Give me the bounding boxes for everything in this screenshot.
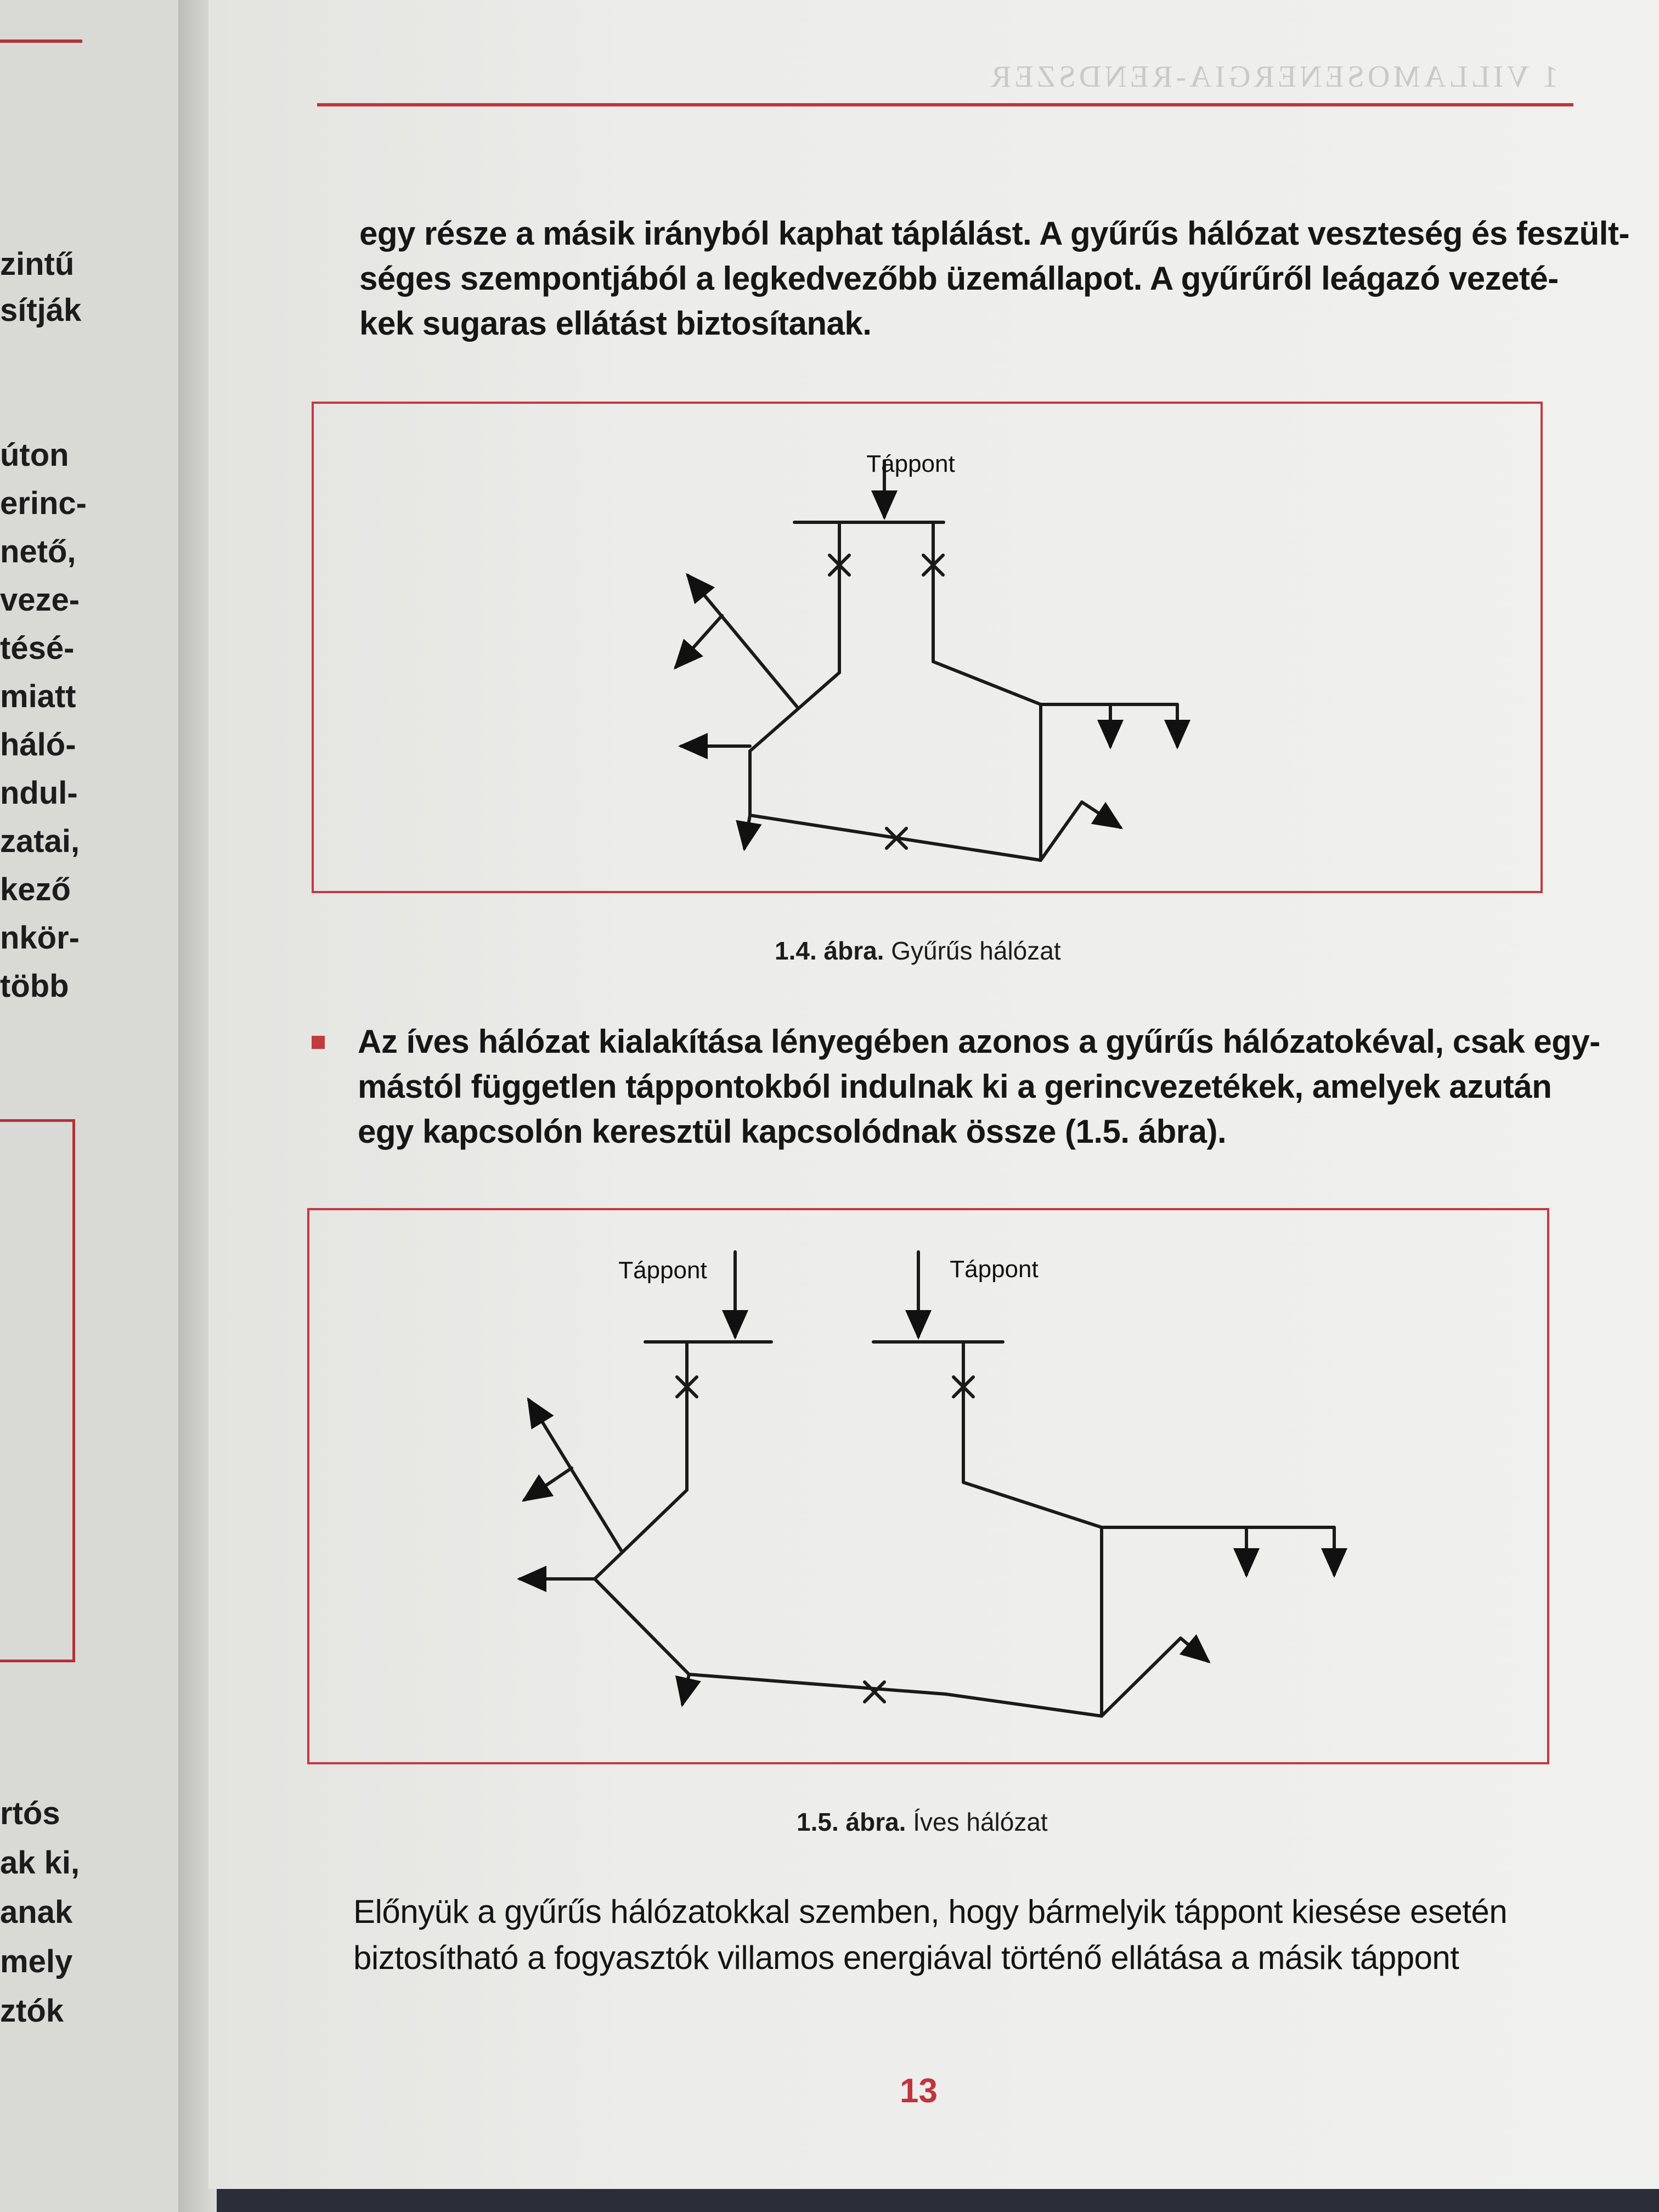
left-text-fragment: nkör- bbox=[0, 920, 80, 956]
arc-network-diagram bbox=[309, 1210, 1547, 1762]
left-text-fragment: háló- bbox=[0, 727, 76, 763]
left-text-fragment: ztók bbox=[0, 1993, 64, 2029]
figure-reference: 1.5. ábra bbox=[1075, 1113, 1207, 1150]
paragraph-top-line: séges szempontjából a legkedvezőbb üzemállapot. A gyűrűről leágazó vezeté- bbox=[359, 260, 1559, 297]
paragraph-bottom-line: biztosítható a fogyasztók villamos energiával történő ellátása a másik táppont bbox=[353, 1939, 1459, 1976]
left-text-fragment: ak ki, bbox=[0, 1845, 80, 1881]
figure-1-title: Gyűrűs hálózat bbox=[891, 936, 1061, 965]
paragraph-top-line: egy része a másik irányból kaphat táplálást. A gyűrűs hálózat veszteség és feszült- bbox=[359, 215, 1629, 252]
feed-point-label: Táppont bbox=[866, 450, 955, 477]
paragraph-bottom-line: Előnyük a gyűrűs hálózatokkal szemben, hogy bármelyik táppont kiesése esetén bbox=[353, 1893, 1508, 1930]
left-text-fragment: sítják bbox=[0, 292, 82, 328]
left-text-fragment: mely bbox=[0, 1944, 73, 1979]
left-text-fragment: ndul- bbox=[0, 775, 78, 811]
figure-ring-network bbox=[312, 402, 1543, 893]
left-text-fragment: nető, bbox=[0, 534, 76, 569]
figure-1-number: 1.4. ábra. bbox=[775, 936, 884, 965]
left-page-fragment bbox=[0, 0, 181, 2212]
left-text-fragment: tésé- bbox=[0, 630, 75, 666]
show-through-header: 1 VILLAMOSENERGIA-RENDSZER bbox=[988, 60, 1559, 94]
bullet-line-with-ref bbox=[358, 1109, 1226, 1154]
figure-1-caption bbox=[775, 936, 1061, 966]
left-text-fragment: miatt bbox=[0, 679, 76, 714]
left-text-fragment: zintű bbox=[0, 246, 75, 282]
bullet-line-text: egy kapcsolón keresztül kapcsolódnak össze ( bbox=[358, 1113, 1076, 1150]
left-text-fragment: veze- bbox=[0, 582, 80, 618]
bullet-line-suffix: ). bbox=[1206, 1113, 1227, 1150]
paragraph-top-line: kek sugaras ellátást biztosítanak. bbox=[359, 305, 872, 342]
bullet-line: mástól független táppontokból indulnak ki a gerincvezetékek, amelyek azután bbox=[358, 1068, 1552, 1105]
bullet-line: Az íves hálózat kialakítása lényegében azonos a gyűrűs hálózatokéval, csak egy- bbox=[358, 1023, 1600, 1060]
bullet-marker bbox=[312, 1036, 325, 1049]
left-page-figure-frame bbox=[0, 1119, 75, 1662]
left-text-fragment: erinc- bbox=[0, 486, 87, 521]
page-number: 13 bbox=[900, 2072, 938, 2110]
figure-2-caption bbox=[797, 1807, 1048, 1837]
left-text-fragment: rtós bbox=[0, 1796, 60, 1831]
figure-arc-network bbox=[307, 1208, 1549, 1764]
feed-point-left-label: Táppont bbox=[618, 1257, 707, 1284]
left-text-fragment: anak bbox=[0, 1894, 73, 1930]
figure-2-title: Íves hálózat bbox=[913, 1808, 1048, 1836]
left-page-rule bbox=[0, 40, 82, 43]
feed-point-right-label: Táppont bbox=[950, 1256, 1039, 1283]
left-text-fragment: kező bbox=[0, 872, 71, 907]
figure-2-number: 1.5. ábra. bbox=[797, 1808, 906, 1836]
left-text-fragment: több bbox=[0, 968, 69, 1004]
ring-network-diagram bbox=[314, 404, 1541, 891]
header-rule bbox=[317, 103, 1573, 106]
left-text-fragment: zatai, bbox=[0, 823, 80, 859]
left-text-fragment: úton bbox=[0, 437, 69, 473]
